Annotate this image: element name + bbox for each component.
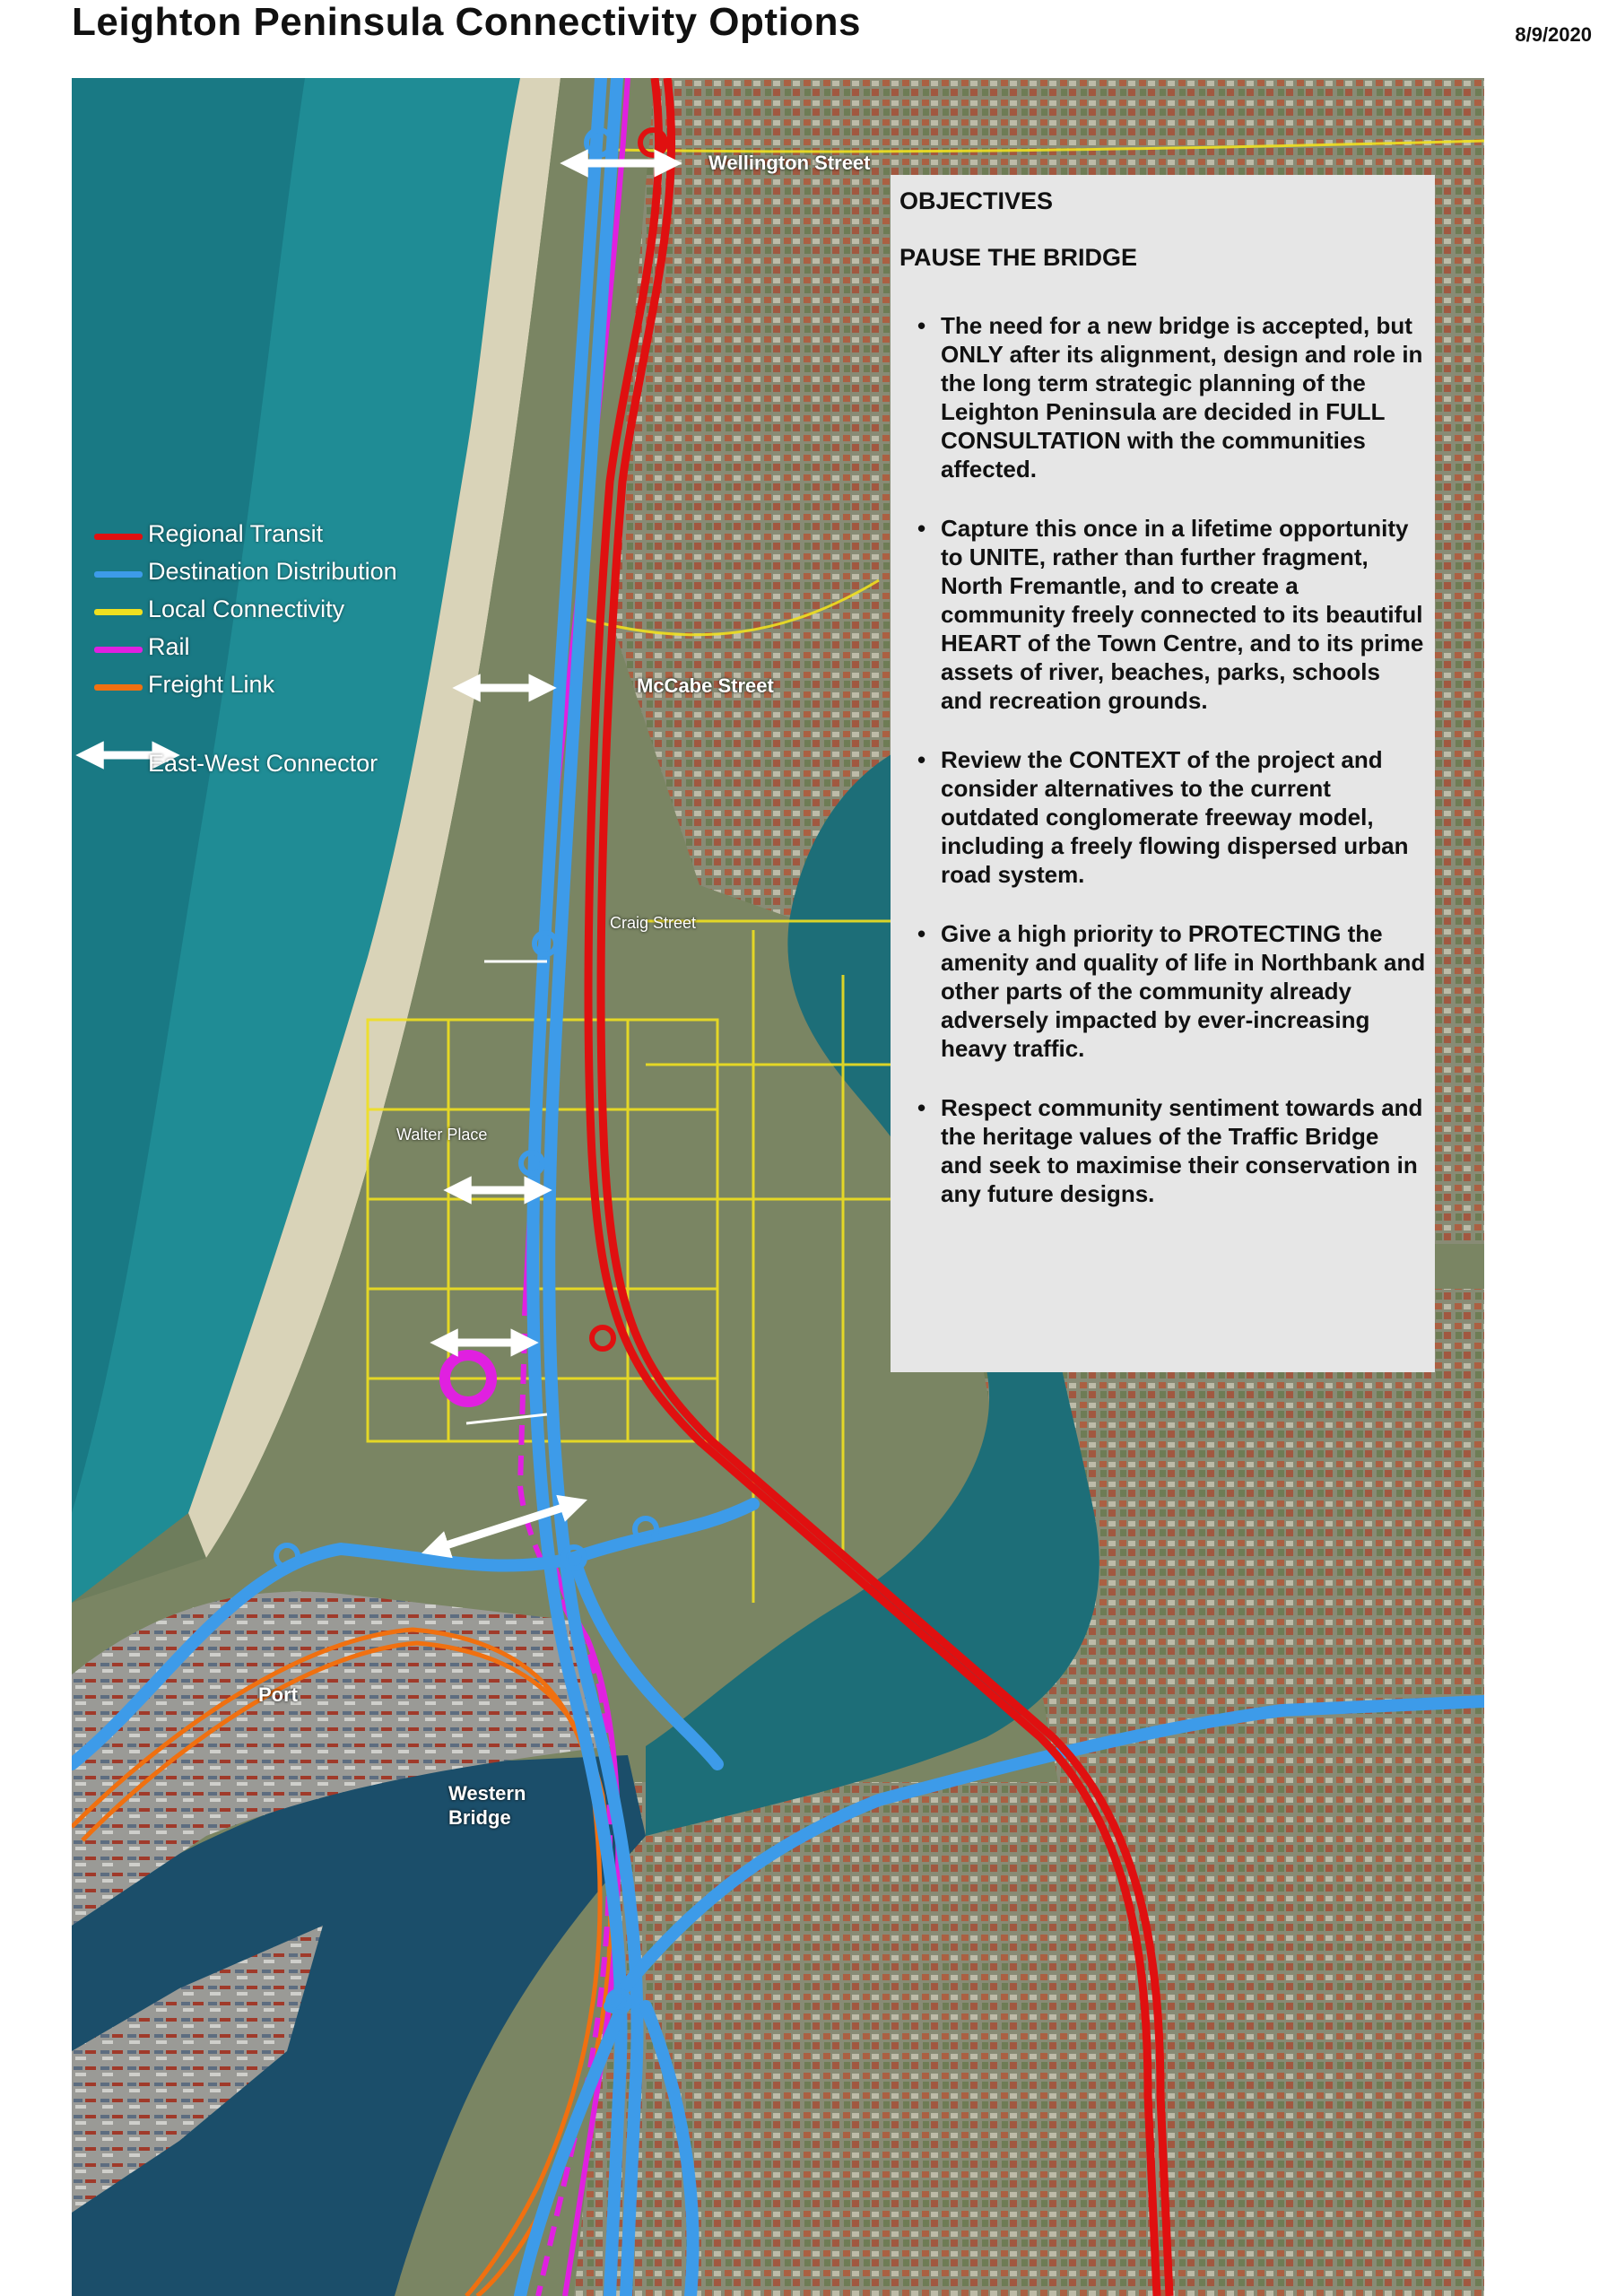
legend-swatch-orange [94,684,143,691]
objective-bullet: • Review the CONTEXT of the project and consider alternatives to the current outdated conglomerate freeway model, including a freely flowing dispersed urban road system. [917,745,1426,889]
page-date: 8/9/2020 [1515,23,1592,46]
legend-label: East-West Connector [148,750,378,777]
label-western-bridge-2: Bridge [448,1806,511,1829]
legend-label: Destination Distribution [148,558,397,585]
objectives-panel [891,175,1435,1372]
legend-swatch-magenta [94,647,143,653]
legend-label: Rail [148,633,190,660]
label-port: Port [258,1683,298,1706]
label-wellington-street: Wellington Street [708,152,871,174]
objectives-title: OBJECTIVES [899,187,1054,214]
legend-swatch-red [94,534,143,540]
objective-bullet: • Give a high priority to PROTECTING the amenity and quality of life in Northbank and other parts of the community already adversely impacted by ever-increasing heavy traffic. [917,919,1426,1063]
label-craig-street: Craig Street [610,914,697,932]
objectives-subtitle: PAUSE THE BRIDGE [899,244,1138,271]
legend-label: Freight Link [148,671,275,698]
page-title: Leighton Peninsula Connectivity Options [72,0,861,44]
label-western-bridge-1: Western [448,1782,526,1805]
suburbs-south [574,1782,1484,2296]
objectives-list [899,311,1426,1208]
legend-label: Local Connectivity [148,596,345,622]
objective-bullet: • Respect community sentiment towards and the heritage values of the Traffic Bridge and seek to maximise their conservation in any future designs. [917,1093,1426,1208]
legend-swatch-yellow [94,609,143,615]
legend-swatch-blue [94,571,143,578]
objective-bullet: • Capture this once in a lifetime opportunity to UNITE, rather than further fragment, North Fremantle, and to create a community freely connected to its beautiful HEART of the Town Centre, and to its prime assets of river, beaches, parks, schools and recreation grounds. [917,514,1426,715]
objective-bullet: • The need for a new bridge is accepted, but ONLY after its alignment, design and role in the long term strategic planning of the Leighton Peninsula are decided in FULL CONSULTATION with the communities affected. [917,311,1426,483]
legend-label: Regional Transit [148,520,324,547]
label-walter-place: Walter Place [396,1126,488,1144]
label-mccabe-street: McCabe Street [637,674,774,697]
